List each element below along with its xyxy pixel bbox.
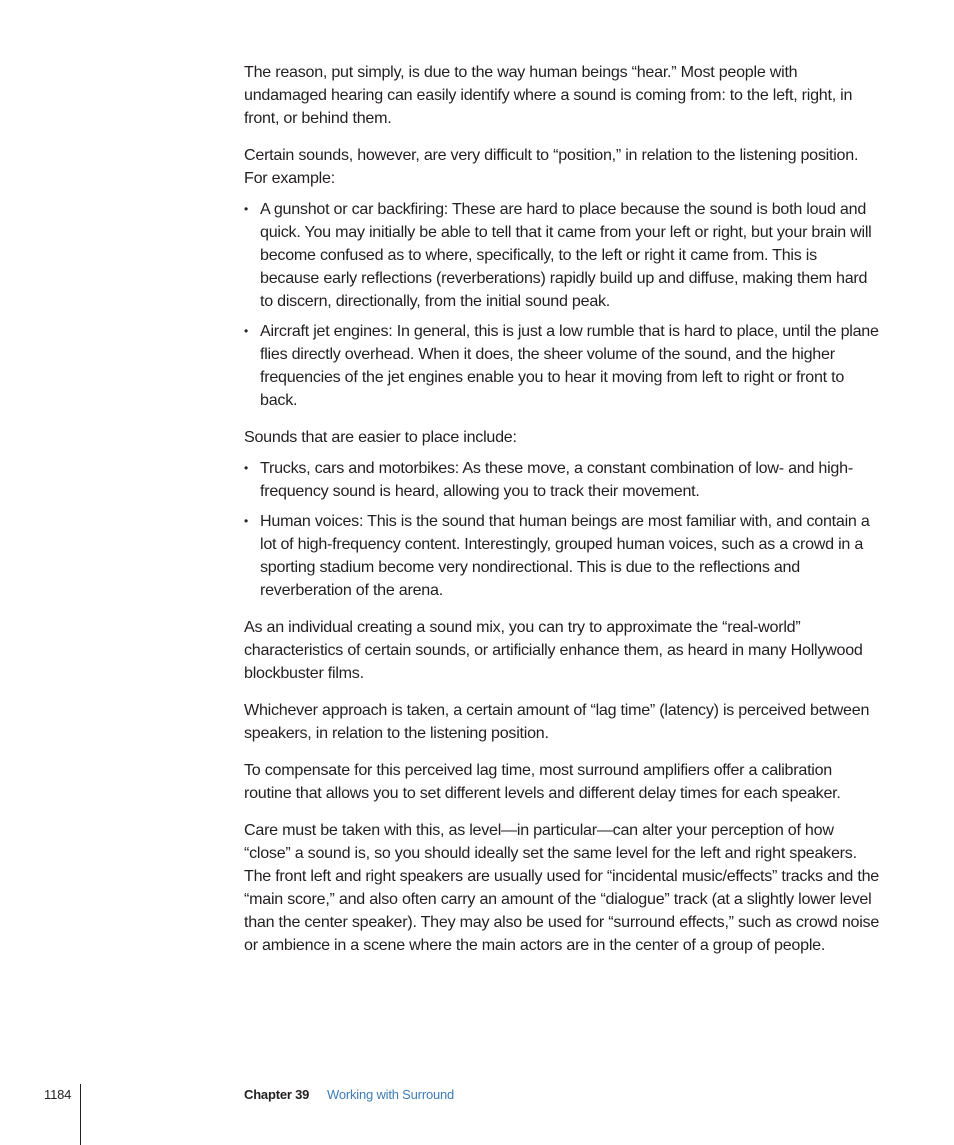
- list-item: [244, 510, 880, 602]
- bullet-marker: •: [244, 461, 248, 475]
- difficult-sounds-list: [244, 198, 880, 412]
- paragraph-hearing: The reason, put simply, is due to the way human beings “hear.” Most people with undamaged hearing can easily identify where a sound is coming from: to the left, right, in front, or behind them.: [244, 63, 853, 127]
- bullet-marker: •: [244, 514, 248, 528]
- list-item-text: Aircraft jet engines: In general, this is just a low rumble that is hard to place, until the plane flies directly overhead. When it does, the sheer volume of the sound, and the higher frequencies of the jet engines enable you to hear it moving from left to right or front to back.: [260, 322, 879, 409]
- chapter-label: Chapter 39: [244, 1087, 310, 1102]
- bullet-marker: •: [244, 324, 248, 338]
- paragraph-lag-time: Whichever approach is taken, a certain amount of “lag time” (latency) is perceived between speakers, in relation to the listening position.: [244, 701, 870, 742]
- page-body: [244, 61, 880, 971]
- list-item: [244, 198, 880, 313]
- paragraph-easier-sounds: Sounds that are easier to place include:: [244, 428, 517, 446]
- footer-divider: [80, 1084, 81, 1145]
- list-item-text: A gunshot or car backfiring: These are hard to place because the sound is both loud and quick. You may initially be able to tell that it came from your left or right, but your brain will become confused as to where, specifically, to the left or right it came from. This is because early reflections (reverberations) rapidly build up and diffuse, making them hard to discern, directionally, from the initial sound peak.: [260, 200, 872, 310]
- paragraph-sound-mix: As an individual creating a sound mix, you can try to approximate the “real-world” characteristics of certain sounds, or artificially enhance them, as heard in many Hollywood blockbuster films.: [244, 618, 863, 682]
- list-item-text: Human voices: This is the sound that human beings are most familiar with, and contain a lot of high-frequency content. Interestingly, grouped human voices, such as a crowd in a sporting stadium become very nondirectional. This is due to the reflections and reverberation of the arena.: [260, 512, 870, 599]
- paragraph-difficult-sounds: Certain sounds, however, are very difficult to “position,” in relation to the listening position. For example:: [244, 146, 859, 187]
- list-item: [244, 320, 880, 412]
- list-item-text: Trucks, cars and motorbikes: As these move, a constant combination of low- and high-frequency sound is heard, allowing you to track their movement.: [260, 459, 853, 500]
- bullet-marker: •: [244, 202, 248, 216]
- paragraph-calibration: To compensate for this perceived lag time, most surround amplifiers offer a calibration routine that allows you to set different levels and different delay times for each speaker.: [244, 761, 841, 802]
- easier-sounds-list: [244, 457, 880, 602]
- paragraph-level-care: Care must be taken with this, as level—in particular—can alter your perception of how “close” a sound is, so you should ideally set the same level for the left and right speakers. The front left and right speakers are usually used for “incidental music/effects” tracks and the “main score,” and also often carry an amount of the “dialogue” track (at a slightly lower level than the center speaker). They may also be used for “surround effects,” such as crowd noise or ambience in a scene where the main actors are in the center of a group of people.: [244, 821, 880, 954]
- list-item: [244, 457, 880, 503]
- page-number: 1184: [44, 1087, 72, 1102]
- chapter-title: Working with Surround: [327, 1087, 455, 1102]
